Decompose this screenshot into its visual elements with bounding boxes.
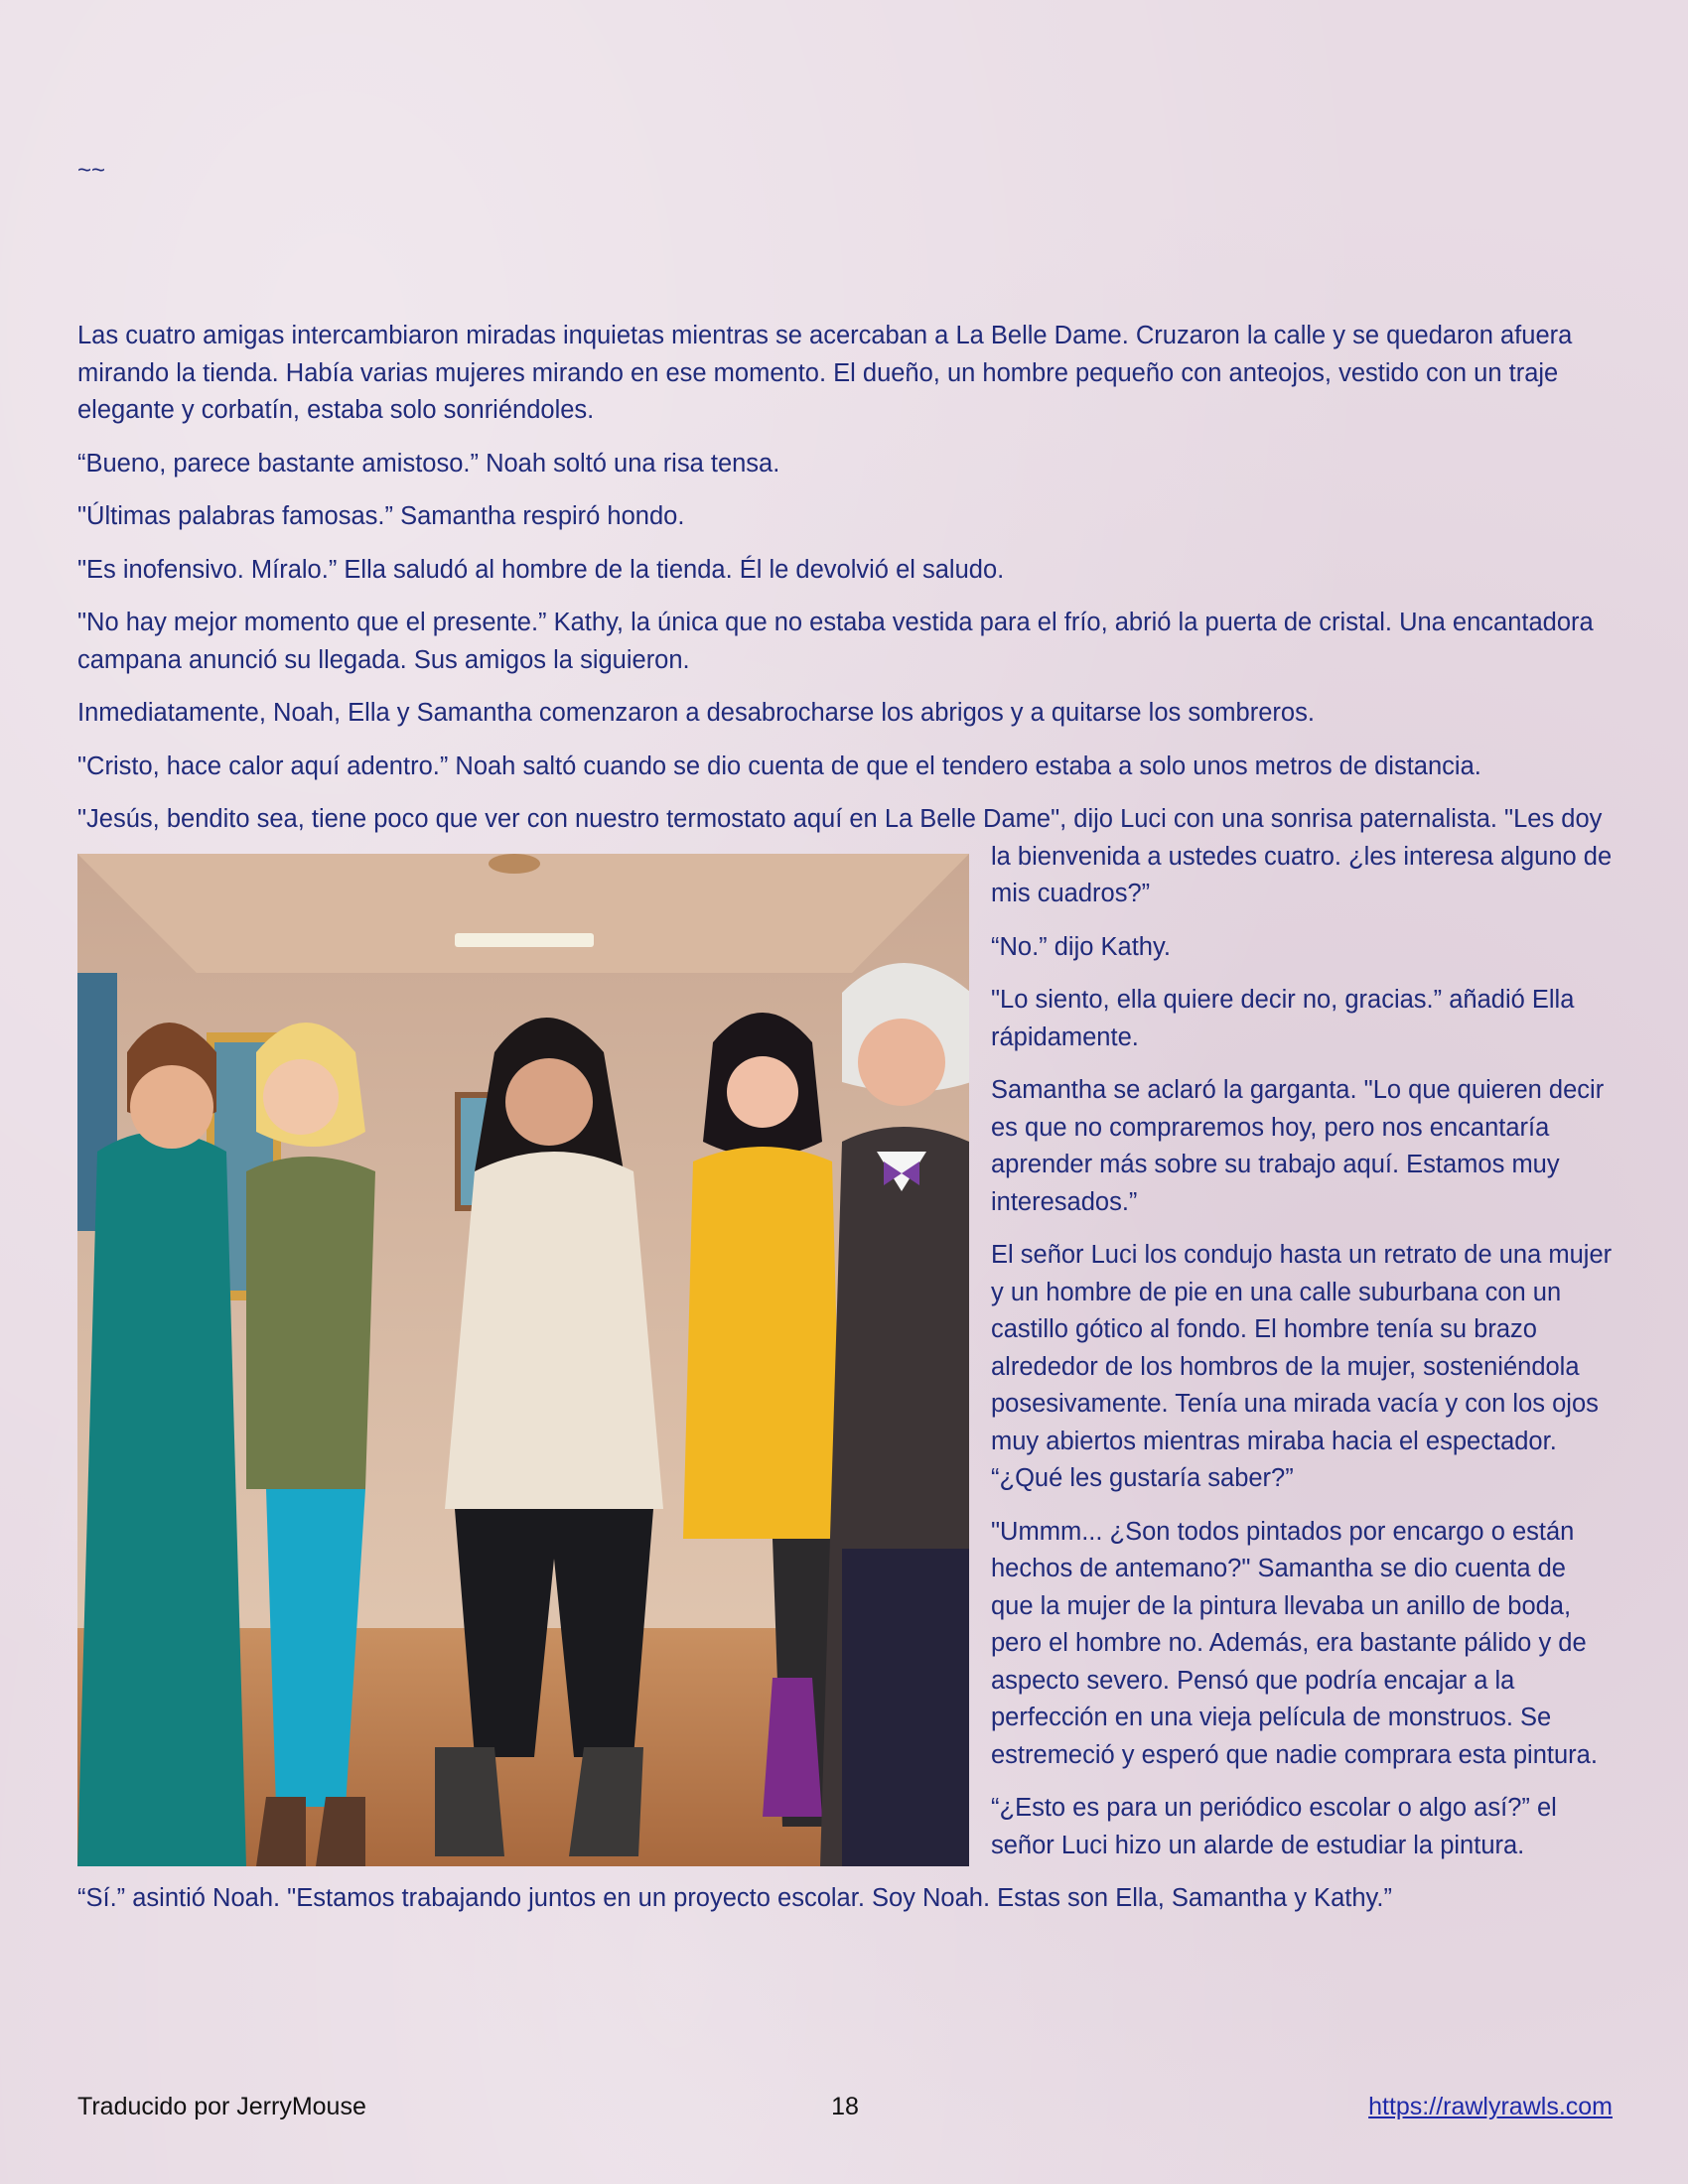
paragraph: "Es inofensivo. Míralo.” Ella saludó al hombre de la tienda. Él le devolvió el saludo. [77, 555, 1005, 584]
page-number: 18 [831, 2093, 859, 2120]
paragraph: “Bueno, parece bastante amistoso.” Noah soltó una risa tensa. [77, 449, 780, 478]
paragraph: “No.” dijo Kathy. [991, 932, 1171, 961]
paragraph: "Ummm... ¿Son todos pintados por encargo o están hechos de antemano?" Samantha se dio cuenta de que la mujer de la pintura llevaba un anillo de boda, pero el hombre no. Además, era bastante pálido y de aspecto severo. Pensó que podría encajar a la perfección en una vieja película de monstruos. Se estremeció y esperó que nadie comprara esta pintura. [991, 1517, 1598, 1769]
translator-credit: Traducido por JerryMouse [77, 2093, 366, 2120]
paragraph: "Últimas palabras famosas.” Samantha respiró hondo. [77, 502, 685, 530]
paragraph: Samantha se aclaró la garganta. "Lo que quieren decir es que no compraremos hoy, pero nos encantaría aprender más sobre su trabajo aquí. Estamos muy interesados.” [991, 1076, 1605, 1216]
website-link[interactable]: https://rawlyrawls.com [1368, 2093, 1613, 2120]
story-body [77, 318, 1613, 1934]
paragraph: "Cristo, hace calor aquí adentro.” Noah saltó cuando se dio cuenta de que el tendero estaba a solo unos metros de distancia. [77, 751, 1481, 780]
illustration-image [77, 854, 969, 1866]
paragraph: "Lo siento, ella quiere decir no, gracias.” añadió Ella rápidamente. [991, 986, 1575, 1051]
paragraph: El señor Luci los condujo hasta un retrato de una mujer y un hombre de pie en una calle suburbana con un castillo gótico al fondo. El hombre tenía su brazo alrededor de los hombros de la mujer, sosteniéndola posesivamente. Tenía una mirada vacía y con los ojos muy abiertos mientras miraba hacia el espectador. “¿Qué les gustaría saber?” [991, 1241, 1613, 1492]
paragraph: “Sí.” asintió Noah. "Estamos trabajando juntos en un proyecto escolar. Soy Noah. Estas son Ella, Samantha y Kathy.” [77, 1884, 1392, 1912]
paragraph: "Jesús, bendito sea, tiene poco que ver con nuestro termostato aquí en La Belle Dame", dijo Luci con una sonrisa paternalista. "Les doy la bienvenida a ustedes cuatro. ¿les interesa alguno de mis cuadros?” [77, 805, 1613, 907]
document-page [77, 0, 1613, 2184]
section-separator: ~~ [77, 157, 106, 184]
paragraph: “¿Esto es para un periódico escolar o algo así?” el señor Luci hizo un alarde de estudiar la pintura. [991, 1794, 1557, 1859]
paragraph: "No hay mejor momento que el presente.” Kathy, la única que no estaba vestida para el frío, abrió la puerta de cristal. Una encantadora campana anunció su llegada. Sus amigos la siguieron. [77, 609, 1594, 674]
illustration-gallery-scene [77, 854, 969, 1866]
paragraph: Inmediatamente, Noah, Ella y Samantha comenzaron a desabrocharse los abrigos y a quitarse los sombreros. [77, 699, 1315, 727]
paragraph: Las cuatro amigas intercambiaron miradas inquietas mientras se acercaban a La Belle Dame. Cruzaron la calle y se quedaron afuera mirando la tienda. Había varias mujeres mirando en ese momento. El dueño, un hombre pequeño con anteojos, vestido con un traje elegante y corbatín, estaba solo sonriéndoles. [77, 322, 1573, 424]
